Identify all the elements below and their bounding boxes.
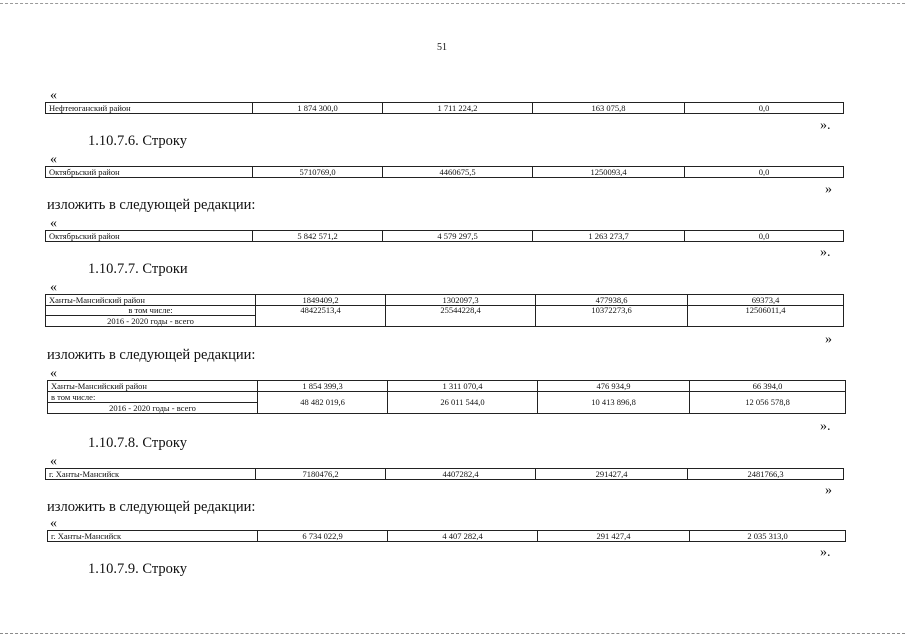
table-khanty-district-old (45, 294, 844, 327)
scan-edge-bottom (0, 633, 905, 634)
row-subtitle: 2016 - 2020 годы - всего (48, 403, 258, 414)
cell: 163 075,8 (533, 103, 685, 114)
cell: 291 427,4 (538, 531, 690, 542)
row-name: Октябрьский район (46, 167, 253, 178)
row-subtitle: в том числе: (46, 306, 256, 316)
table-khanty-city-new (47, 530, 846, 542)
row-name: г. Ханты-Мансийск (48, 531, 258, 542)
close-quote: ». (820, 245, 831, 260)
page-number: 51 (437, 42, 447, 53)
table-oktyabrsky-new (45, 230, 844, 242)
cell: 48422513,4 (256, 306, 386, 327)
close-quote: » (825, 483, 832, 498)
cell: 1 874 300,0 (253, 103, 383, 114)
cell: 5 842 571,2 (253, 231, 383, 242)
cell: 1 311 070,4 (388, 381, 538, 392)
table-oktyabrsky-old (45, 166, 844, 178)
replace-text: изложить в следующей редакции: (47, 347, 256, 363)
cell: 4 579 297,5 (383, 231, 533, 242)
cell: 5710769,0 (253, 167, 383, 178)
table-khanty-district-new (47, 380, 846, 414)
cell: 1 854 399,3 (258, 381, 388, 392)
table-nefteyugansk (45, 102, 844, 114)
heading-1-10-7-8: 1.10.7.8. Строку (88, 435, 187, 451)
table-row (46, 306, 844, 316)
cell: 291427,4 (536, 469, 688, 480)
open-quote: « (50, 516, 57, 531)
row-name: Октябрьский район (46, 231, 253, 242)
row-name: Нефтеюганский район (46, 103, 253, 114)
open-quote: « (50, 152, 57, 167)
row-name: Ханты-Мансийский район (46, 295, 256, 306)
cell: 1849409,2 (256, 295, 386, 306)
table-row (46, 167, 844, 178)
cell: 4460675,5 (383, 167, 533, 178)
cell: 1 711 224,2 (383, 103, 533, 114)
heading-1-10-7-9: 1.10.7.9. Строку (88, 561, 187, 577)
table-row (48, 392, 846, 403)
cell: 10 413 896,8 (538, 392, 690, 414)
row-subtitle: в том числе: (48, 392, 258, 403)
open-quote: « (50, 216, 57, 231)
cell: 477938,6 (536, 295, 688, 306)
cell: 4 407 282,4 (388, 531, 538, 542)
cell: 6 734 022,9 (258, 531, 388, 542)
cell: 48 482 019,6 (258, 392, 388, 414)
cell: 66 394,0 (690, 381, 846, 392)
cell: 2 035 313,0 (690, 531, 846, 542)
cell: 10372273,6 (536, 306, 688, 327)
cell: 25544228,4 (386, 306, 536, 327)
table-row (48, 381, 846, 392)
cell: 12 056 578,8 (690, 392, 846, 414)
cell: 0,0 (685, 167, 844, 178)
replace-text: изложить в следующей редакции: (47, 499, 256, 515)
open-quote: « (50, 454, 57, 469)
close-quote: ». (820, 419, 831, 434)
row-subtitle: 2016 - 2020 годы - всего (46, 316, 256, 327)
close-quote: » (825, 332, 832, 347)
cell: 0,0 (685, 231, 844, 242)
cell: 0,0 (685, 103, 844, 114)
cell: 4407282,4 (386, 469, 536, 480)
table-row (46, 469, 844, 480)
table-row (48, 531, 846, 542)
cell: 69373,4 (688, 295, 844, 306)
table-khanty-city-old (45, 468, 844, 480)
heading-1-10-7-6: 1.10.7.6. Строку (88, 133, 187, 149)
cell: 1 263 273,7 (533, 231, 685, 242)
close-quote: ». (820, 545, 831, 560)
replace-text: изложить в следующей редакции: (47, 197, 256, 213)
cell: 12506011,4 (688, 306, 844, 327)
table-row (46, 231, 844, 242)
table-row (46, 103, 844, 114)
cell: 1302097,3 (386, 295, 536, 306)
open-quote: « (50, 280, 57, 295)
cell: 1250093,4 (533, 167, 685, 178)
row-name: г. Ханты-Мансийск (46, 469, 256, 480)
close-quote: ». (820, 118, 831, 133)
table-row (46, 295, 844, 306)
open-quote: « (50, 88, 57, 103)
heading-1-10-7-7: 1.10.7.7. Строки (88, 261, 188, 277)
scan-edge-top (0, 3, 905, 4)
cell: 476 934,9 (538, 381, 690, 392)
cell: 26 011 544,0 (388, 392, 538, 414)
row-name: Ханты-Мансийский район (48, 381, 258, 392)
cell: 2481766,3 (688, 469, 844, 480)
close-quote: » (825, 182, 832, 197)
cell: 7180476,2 (256, 469, 386, 480)
open-quote: « (50, 366, 57, 381)
